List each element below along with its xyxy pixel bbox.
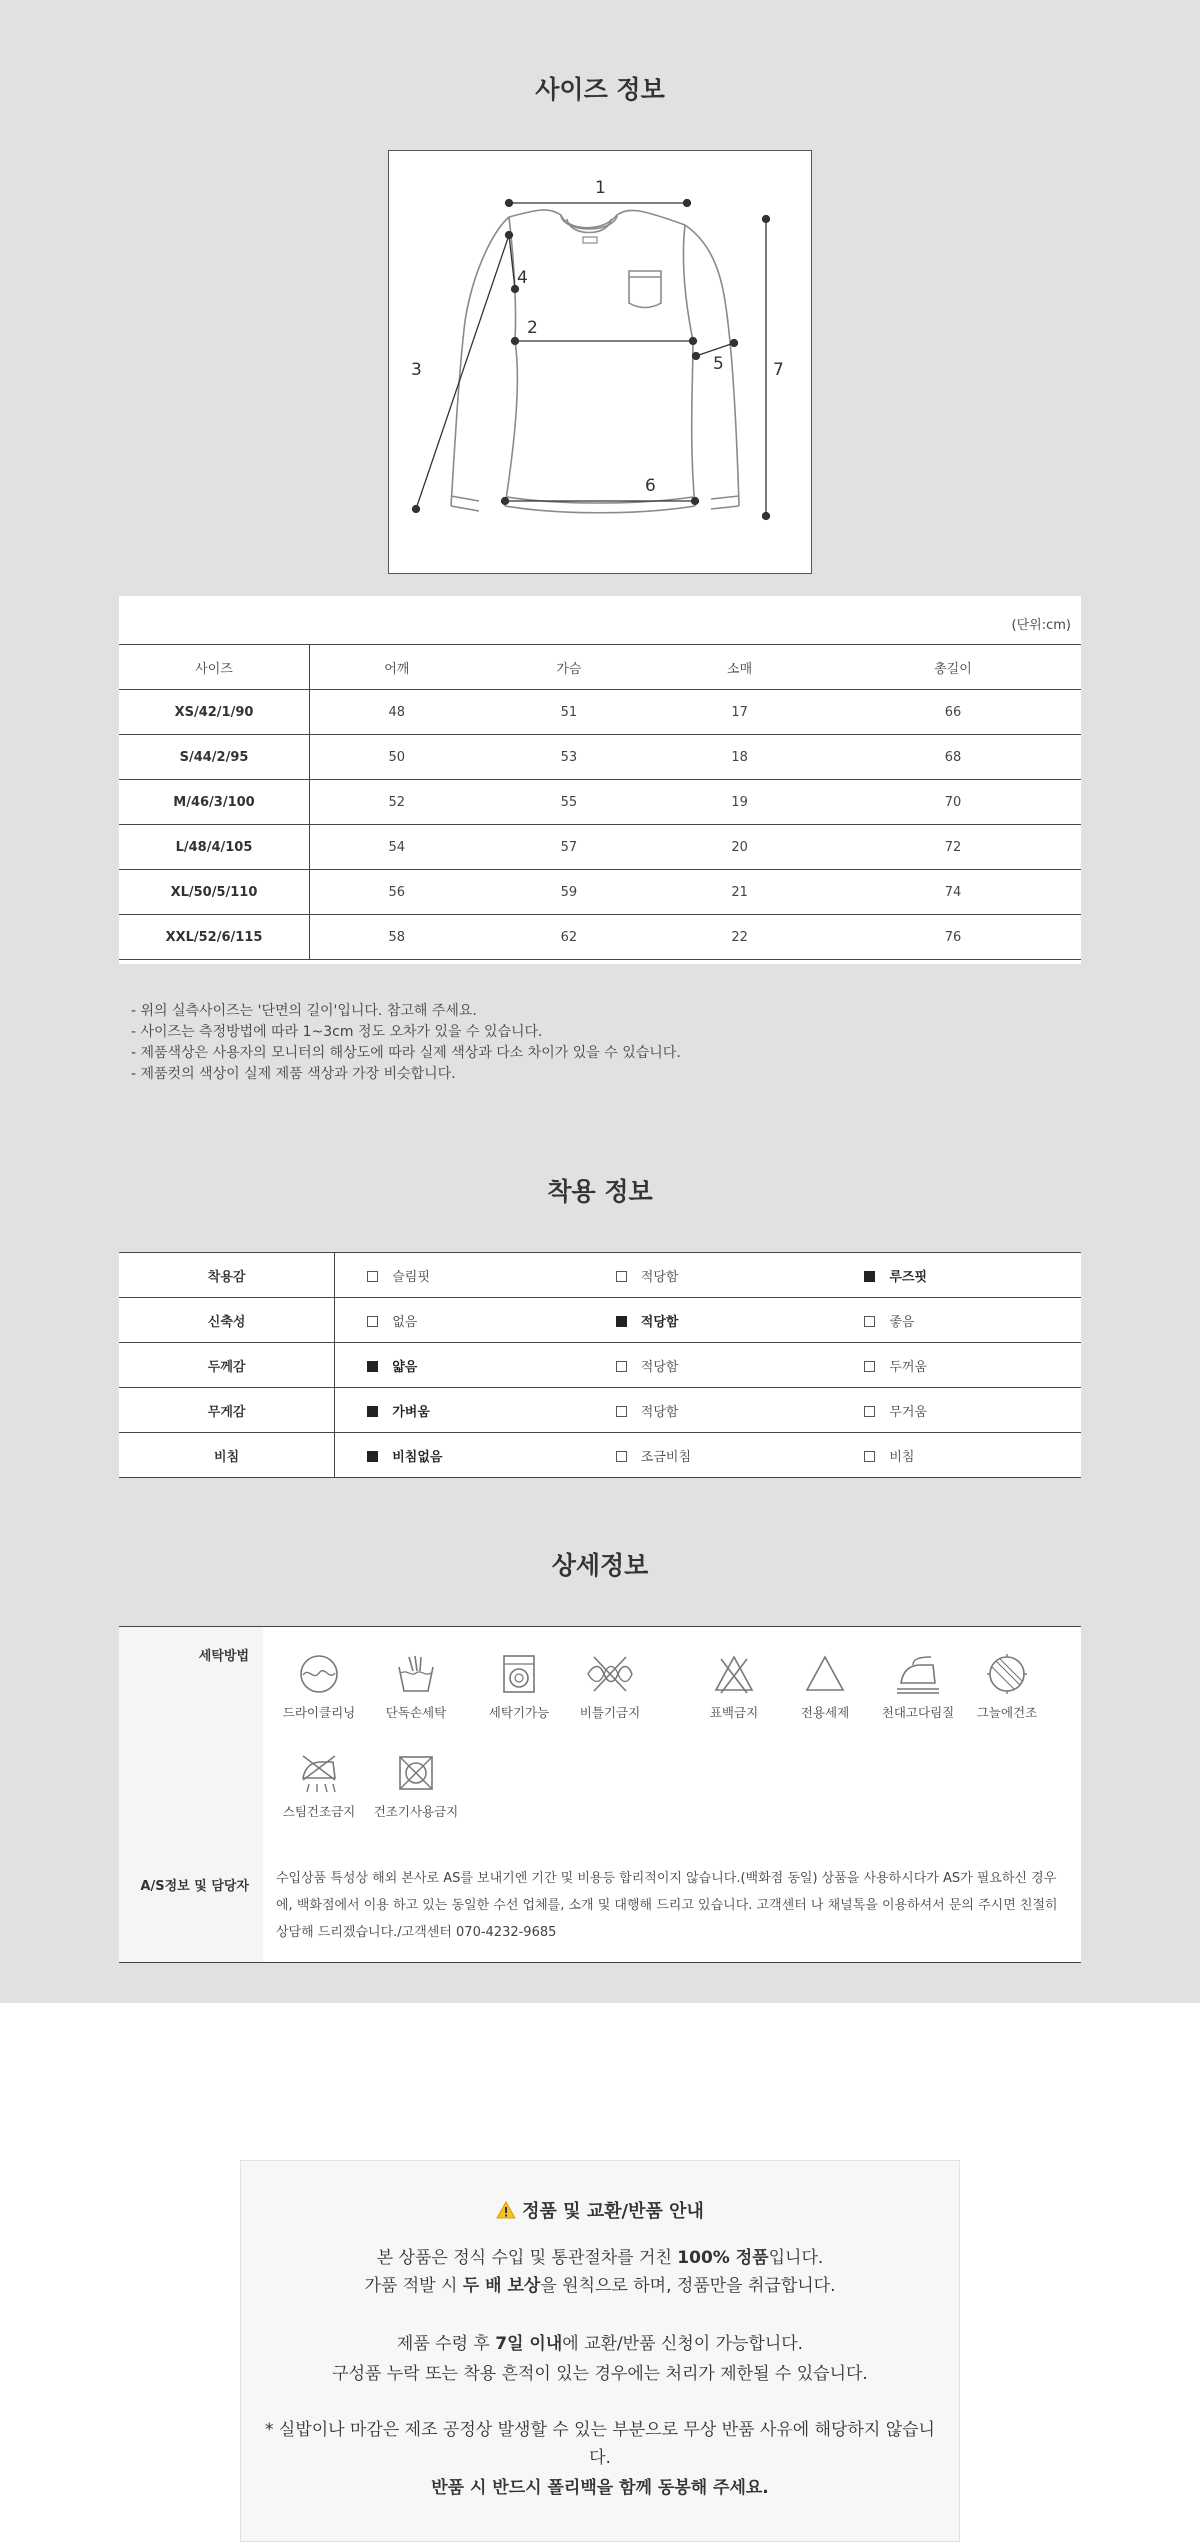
as-info-text: 수입상품 특성상 해외 본사로 AS를 보내기엔 기간 및 비용등 합리적이지 않습니다.(백화점 동일) 상품을 사용하시다가 AS가 필요하신 경우에, 백화점에서 이용 하고 있는 동일한 수선 업체를, 소개 및 대행해 드리고 있습니다. 고객센터 나 채널톡을 이용하셔서 문의 주시면 친절히 상담해 드리겠습니다./고객센터 070-4232-9685 [276, 1871, 1058, 1940]
value-cell: 48 [310, 690, 484, 735]
checkbox [616, 1271, 627, 1282]
no-wring-icon [586, 1653, 634, 1695]
no-bleach-icon [713, 1653, 755, 1695]
checkbox [616, 1361, 627, 1372]
notice-title [241, 2197, 959, 2223]
warning-icon [496, 2201, 516, 2219]
wash-icon-label: 단독손세탁 [385, 1705, 447, 1720]
checkbox-checked [616, 1316, 627, 1327]
notice-line-2: 가품 적발 시 두 배 보상을 원칙으로 하며, 정품만을 취급합니다. [364, 2276, 836, 2296]
size-cell: XL/50/5/110 [119, 870, 310, 915]
checkbox [864, 1406, 875, 1417]
value-cell: 62 [484, 915, 655, 960]
value-cell: 51 [484, 690, 655, 735]
wash-icon-item [366, 1752, 466, 1820]
header-cell: 가슴 [484, 645, 655, 690]
value-cell: 68 [825, 735, 1081, 780]
measure-label-7: 7 [773, 360, 784, 380]
checkbox [864, 1451, 875, 1462]
checkbox-checked [367, 1406, 378, 1417]
option-label: 적당함 [640, 1359, 679, 1375]
hand-wash-icon [395, 1653, 437, 1695]
checkbox [367, 1271, 378, 1282]
detail-info-title: 상세정보 [551, 1551, 649, 1580]
fit-label: 착용감 [119, 1253, 335, 1298]
size-cell: XS/42/1/90 [119, 690, 310, 735]
size-cell: XXL/52/6/115 [119, 915, 310, 960]
option-label: 무거움 [889, 1404, 928, 1420]
size-cell: S/44/2/95 [119, 735, 310, 780]
iron-cloth-icon [895, 1653, 941, 1695]
measure-label-1: 1 [595, 178, 606, 198]
header-cell: 사이즈 [119, 645, 310, 690]
value-cell: 54 [310, 825, 484, 870]
checkbox-checked [367, 1361, 378, 1372]
header-cell: 어깨 [310, 645, 484, 690]
checkbox [864, 1361, 875, 1372]
header-cell: 총길이 [825, 645, 1081, 690]
notice-line-5: * 실밥이나 마감은 제조 공정상 발생할 수 있는 부분으로 무상 반품 사유에 해당하지 않습니 [265, 2420, 935, 2440]
value-cell: 57 [484, 825, 655, 870]
shade-dry-icon [986, 1653, 1028, 1695]
notice-line-6: 다. [589, 2448, 611, 2468]
checkbox [616, 1451, 627, 1462]
authenticity-notice [240, 2160, 960, 2542]
wash-icon-label: 스팀건조금지 [282, 1804, 356, 1819]
checkbox [367, 1316, 378, 1327]
wash-method-label: 세탁방법 [198, 1649, 249, 1664]
unit-label: (단위:cm) [1011, 618, 1071, 633]
option-label: 비침없음 [392, 1449, 443, 1465]
table-row [119, 1343, 1081, 1388]
value-cell: 21 [654, 870, 825, 915]
value-cell: 17 [654, 690, 825, 735]
option-label: 적당함 [640, 1404, 679, 1420]
notice-line-3: 제품 수령 후 7일 이내에 교환/반품 신청이 가능합니다. [396, 2334, 804, 2354]
note-line: - 위의 실측사이즈는 '단면의 길이'입니다. 참고해 주세요. [131, 1003, 477, 1019]
table-row [119, 870, 1081, 915]
shirt-measurement-diagram [389, 151, 811, 573]
wash-icon-item [957, 1653, 1057, 1721]
value-cell: 20 [654, 825, 825, 870]
measure-label-4: 4 [517, 268, 528, 288]
size-cell: M/46/3/100 [119, 780, 310, 825]
table-row [119, 690, 1081, 735]
wash-icon-item [469, 1653, 569, 1721]
wash-icon-item [366, 1653, 466, 1721]
wash-icon-item [269, 1752, 369, 1820]
table-row [119, 915, 1081, 960]
no-steam-icon [297, 1752, 341, 1794]
value-cell: 59 [484, 870, 655, 915]
option-label: 루즈핏 [889, 1269, 928, 1285]
wash-icon-label: 비틀기금지 [579, 1705, 641, 1720]
value-cell: 50 [310, 735, 484, 780]
wash-icon-item [560, 1653, 660, 1721]
notice-title-text: 정품 및 교환/반품 안내 [522, 2201, 704, 2222]
wash-icon-item [269, 1653, 369, 1721]
table-row [119, 825, 1081, 870]
size-cell: L/48/4/105 [119, 825, 310, 870]
notice-line-4: 구성품 누락 또는 착용 흔적이 있는 경우에는 처리가 제한될 수 있습니다. [332, 2364, 868, 2384]
option-label: 슬림핏 [392, 1269, 430, 1285]
wash-icon-label: 건조기사용금지 [373, 1804, 459, 1819]
option-label: 적당함 [640, 1269, 679, 1285]
value-cell: 53 [484, 735, 655, 780]
table-row [119, 735, 1081, 780]
value-cell: 66 [825, 690, 1081, 735]
measure-label-2: 2 [527, 318, 538, 338]
wash-icon-label: 세탁기가능 [488, 1705, 550, 1720]
wash-icon-label: 전용세제 [800, 1705, 850, 1720]
fit-label: 비침 [119, 1433, 335, 1478]
size-table [119, 644, 1081, 960]
checkbox [616, 1406, 627, 1417]
option-label: 가벼움 [392, 1404, 430, 1420]
value-cell: 18 [654, 735, 825, 780]
as-info-label: A/S정보 및 담당자 [140, 1879, 249, 1894]
wash-icon-item [868, 1653, 968, 1721]
size-diagram [388, 150, 812, 574]
value-cell: 55 [484, 780, 655, 825]
table-row [119, 780, 1081, 825]
table-row [119, 1388, 1081, 1433]
option-label: 두꺼움 [889, 1359, 928, 1375]
table-row [119, 1433, 1081, 1478]
value-cell: 22 [654, 915, 825, 960]
option-label: 좋음 [889, 1314, 915, 1330]
measure-label-5: 5 [713, 354, 724, 374]
table-row [119, 1298, 1081, 1343]
detergent-icon [804, 1653, 846, 1695]
shirt-outline [451, 210, 739, 513]
measure-label-6: 6 [645, 476, 656, 496]
note-line: - 제품컷의 색상이 실제 제품 색상과 가장 비슷합니다. [131, 1066, 456, 1082]
wash-icon-item [684, 1653, 784, 1721]
value-cell: 52 [310, 780, 484, 825]
value-cell: 19 [654, 780, 825, 825]
fit-label: 신축성 [119, 1298, 335, 1343]
option-label: 없음 [392, 1314, 418, 1330]
size-info-title: 사이즈 정보 [535, 75, 665, 104]
value-cell: 76 [825, 915, 1081, 960]
option-label: 조금비침 [640, 1449, 692, 1465]
note-line: - 사이즈는 측정방법에 따라 1~3cm 정도 오차가 있을 수 있습니다. [131, 1024, 543, 1040]
fit-label: 무게감 [119, 1388, 335, 1433]
wash-icon-label: 드라이클리닝 [282, 1705, 356, 1720]
wash-icon-label: 그늘에건조 [976, 1705, 1038, 1720]
option-label: 비침 [889, 1449, 915, 1465]
checkbox-checked [367, 1451, 378, 1462]
fit-info-table [119, 1252, 1081, 1478]
notice-line-1: 본 상품은 정식 수입 및 통관절차를 거친 100% 정품입니다. [376, 2248, 824, 2268]
table-row [119, 1253, 1081, 1298]
notice-line-7: 반품 시 반드시 폴리백을 함께 동봉해 주세요. [431, 2478, 769, 2498]
note-line: - 제품색상은 사용자의 모니터의 해상도에 따라 실제 색상과 다소 차이가 있을 수 있습니다. [131, 1045, 681, 1061]
value-cell: 70 [825, 780, 1081, 825]
option-label: 적당함 [640, 1314, 679, 1330]
size-table-header [119, 645, 1081, 690]
size-notes [131, 1001, 681, 1085]
detail-info-panel [119, 1626, 1081, 1963]
fit-label: 두께감 [119, 1343, 335, 1388]
header-cell: 소매 [654, 645, 825, 690]
value-cell: 74 [825, 870, 1081, 915]
checkbox [864, 1316, 875, 1327]
wash-icon-item [775, 1653, 875, 1721]
option-label: 얇음 [392, 1359, 418, 1375]
size-table-panel [119, 596, 1081, 964]
fit-info-title: 착용 정보 [547, 1177, 653, 1206]
dry-clean-icon [298, 1653, 340, 1695]
value-cell: 58 [310, 915, 484, 960]
value-cell: 72 [825, 825, 1081, 870]
wash-icon-label: 표백금지 [709, 1705, 759, 1720]
washer-icon [498, 1653, 540, 1695]
wash-icon-label: 천대고다림질 [881, 1705, 955, 1720]
checkbox-checked [864, 1271, 875, 1282]
measure-label-3: 3 [411, 360, 422, 380]
no-dryer-icon [395, 1752, 437, 1794]
value-cell: 56 [310, 870, 484, 915]
